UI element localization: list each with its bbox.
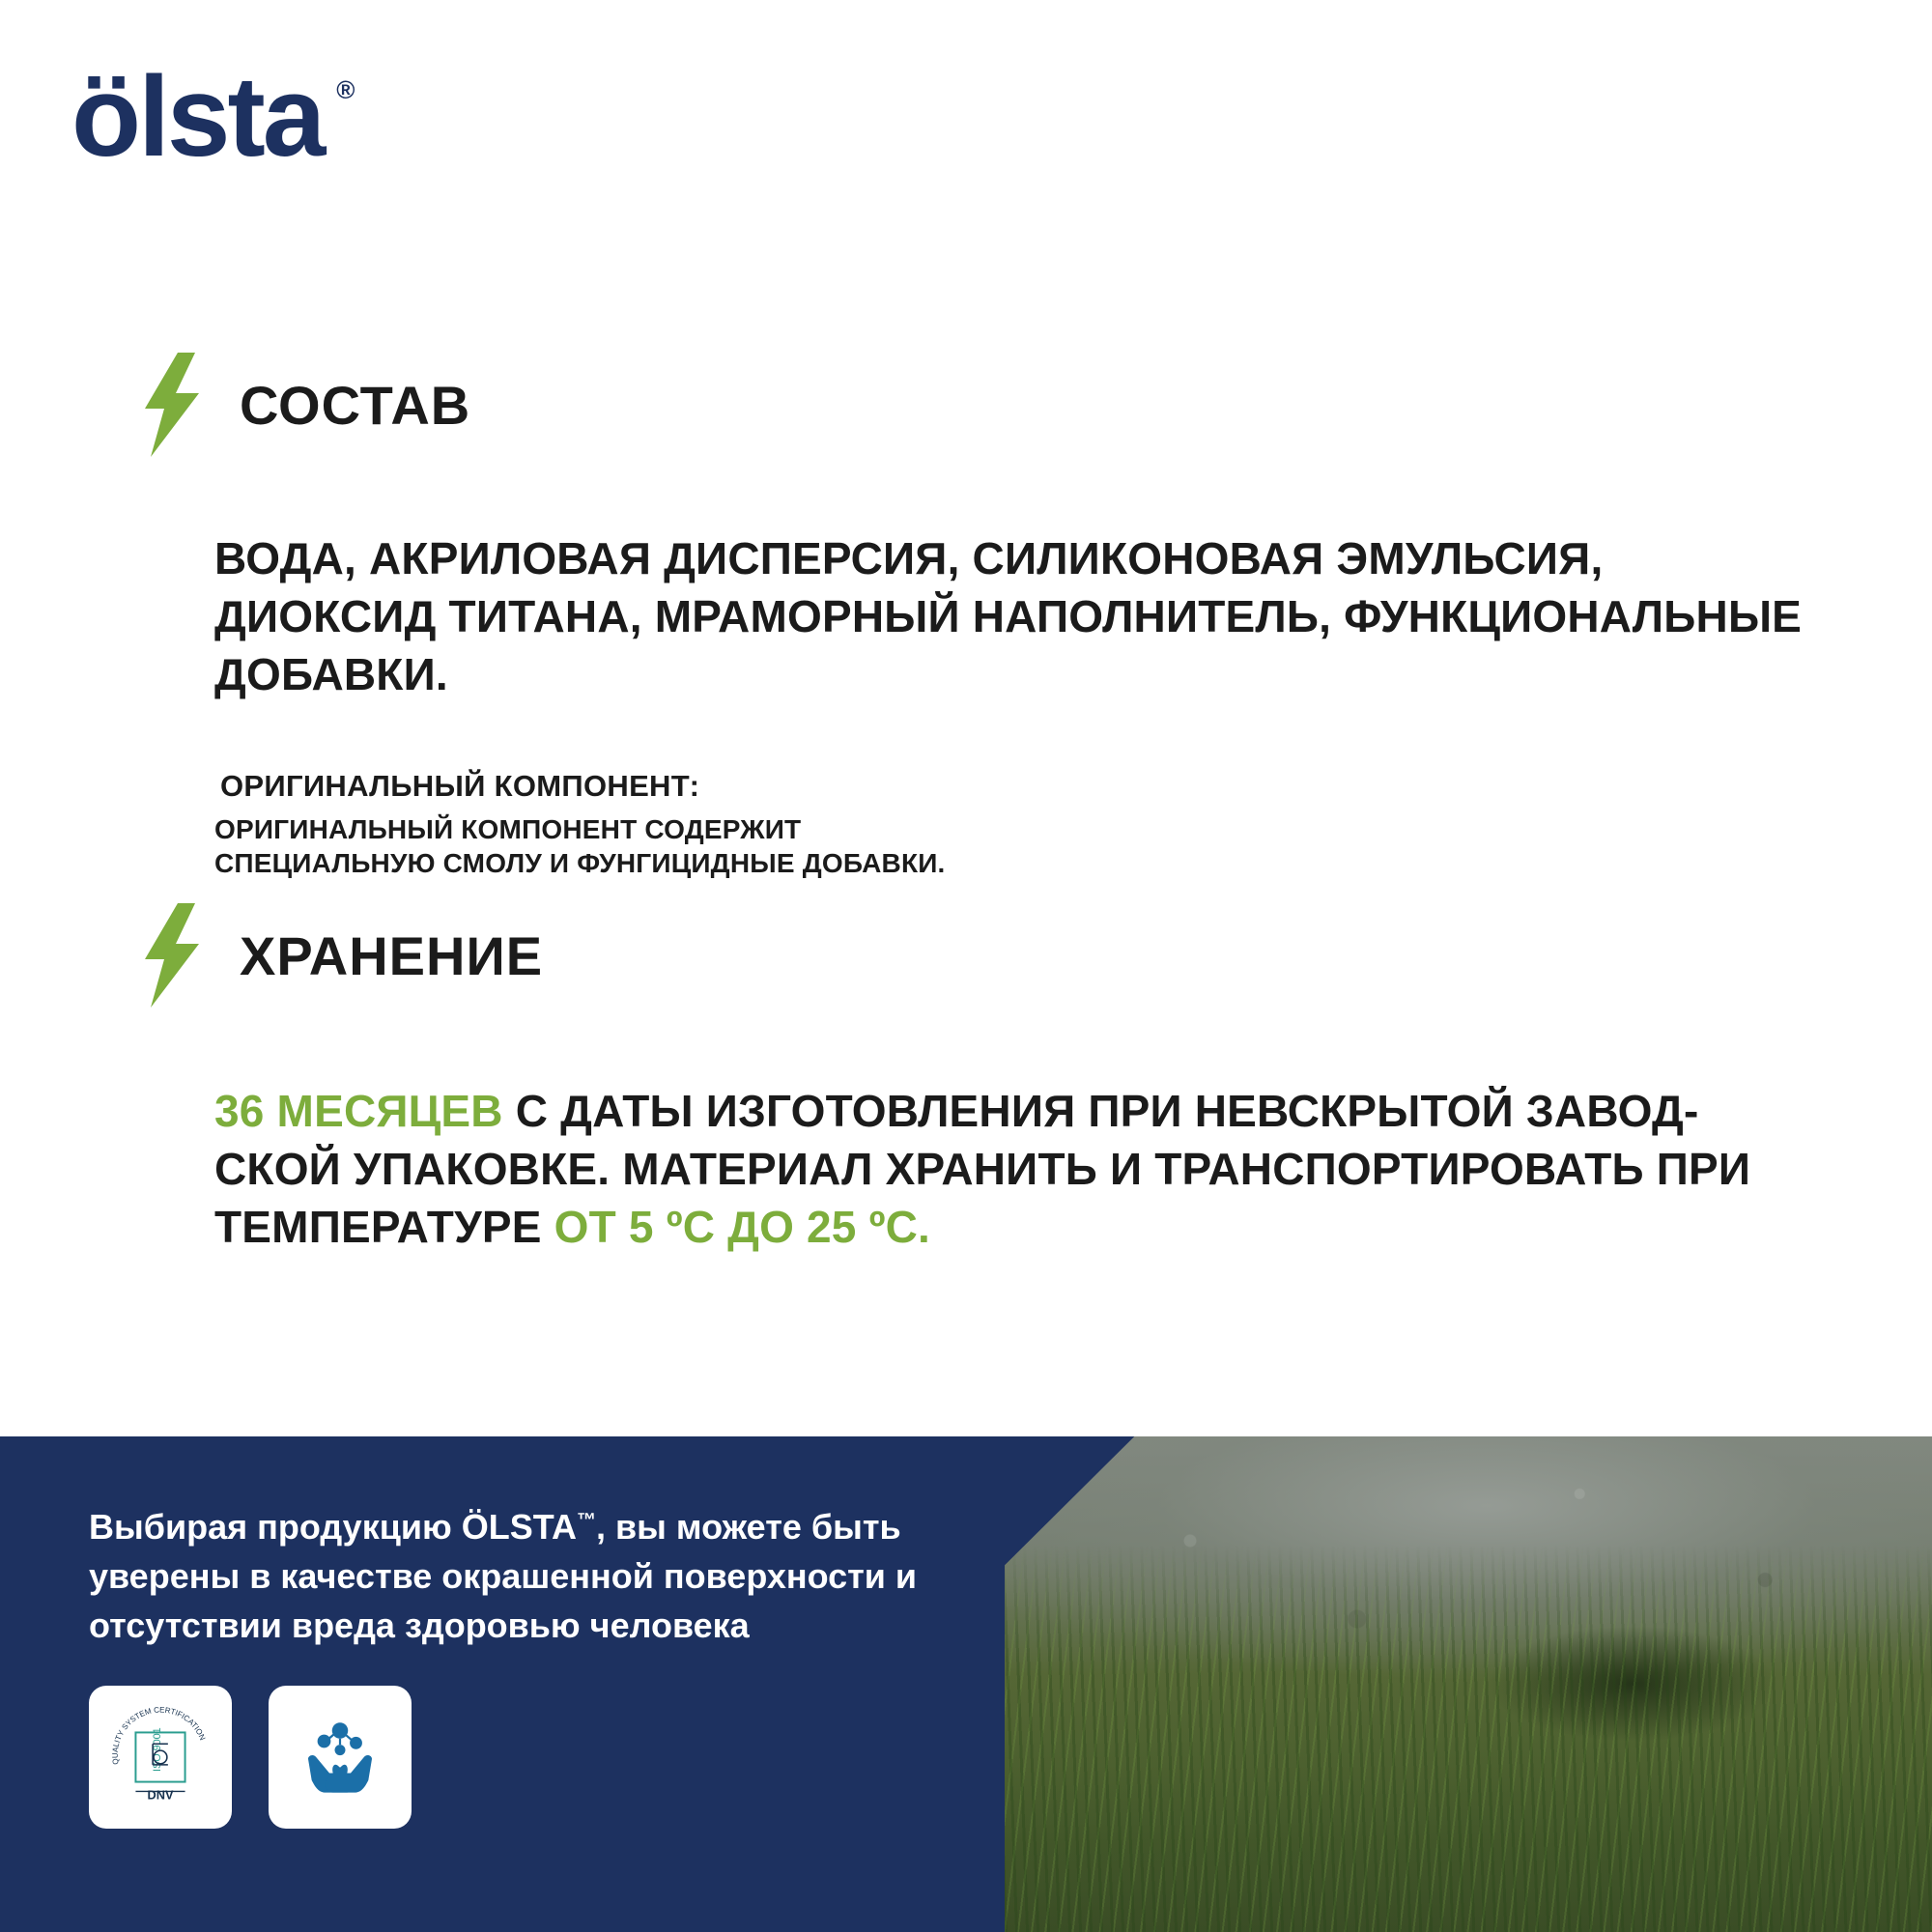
svg-text:QUALITY SYSTEM CERTIFICATION: QUALITY SYSTEM CERTIFICATION [110, 1705, 208, 1766]
logo-text: ölsta [71, 53, 324, 181]
bolt-icon [145, 903, 199, 1008]
photo-grass-texture [1005, 1436, 1932, 1932]
bolt-icon [145, 353, 199, 457]
trademark-icon: ™ [577, 1510, 597, 1531]
section-storage [0, 903, 1932, 1256]
brand-logo [71, 53, 516, 195]
certification-badges [89, 1686, 412, 1829]
composition-body: ВОДА, АКРИЛОВАЯ ДИСПЕРСИЯ, СИЛИКОНОВАЯ ЭМУЛЬСИЯ, ДИОКСИД ТИТАНА, МРАМОРНЫЙ НАПОЛНИТЕЛЬ, ФУНКЦИОНАЛЬНЫЕ ДОБАВКИ. [214, 533, 1803, 699]
storage-header [0, 903, 1932, 1008]
storage-duration-highlight: 36 МЕСЯЦЕВ [214, 1086, 503, 1136]
safe-hands-icon [287, 1704, 393, 1810]
footer-text-before: Выбирая продукцию ÖLSTA [89, 1507, 578, 1547]
logo-wordmark [71, 53, 353, 181]
svg-text:DNV: DNV [147, 1787, 174, 1803]
storage-temperature-highlight: ОТ 5 ºС ДО 25 ºС. [554, 1201, 930, 1252]
section-composition [0, 353, 1932, 880]
svg-text:ISO 9001: ISO 9001 [152, 1727, 163, 1772]
iso-certification-icon [103, 1700, 217, 1814]
composition-title: СОСТАВ [240, 374, 471, 436]
footer-statement [89, 1502, 1016, 1650]
original-component-line-2: СПЕЦИАЛЬНУЮ СМОЛУ И ФУНГИЦИДНЫЕ ДОБАВКИ. [214, 847, 946, 878]
footer-banner [0, 1436, 1932, 1932]
footer-text-after: , вы можете быть уверены в качестве окрашенной поверхности и отсутствии вреда здоровью человека [89, 1507, 918, 1646]
badge-safe-hands [269, 1686, 412, 1829]
badge-iso-9001 [89, 1686, 232, 1829]
composition-header [0, 353, 1932, 457]
storage-body-plain: С ДАТЫ ИЗГОТОВЛЕНИЯ ПРИ НЕВСКРЫТОЙ ЗАВОД-СКОЙ УПАКОВКЕ. МАТЕРИАЛ ХРАНИТЬ И ТРАНСПОРТИРОВАТЬ ПРИ ТЕМПЕРАТУРЕ [214, 1086, 1751, 1252]
original-component-line-1: ОРИГИНАЛЬНЫЙ КОМПОНЕНТ СОДЕРЖИТ [214, 814, 802, 845]
storage-title: ХРАНЕНИЕ [240, 924, 544, 986]
original-component-label: ОРИГИНАЛЬНЫЙ КОМПОНЕНТ: [220, 769, 700, 804]
footer-photo [1005, 1436, 1932, 1932]
storage-body [0, 1083, 1932, 1256]
registered-trademark-icon: ® [336, 75, 353, 104]
